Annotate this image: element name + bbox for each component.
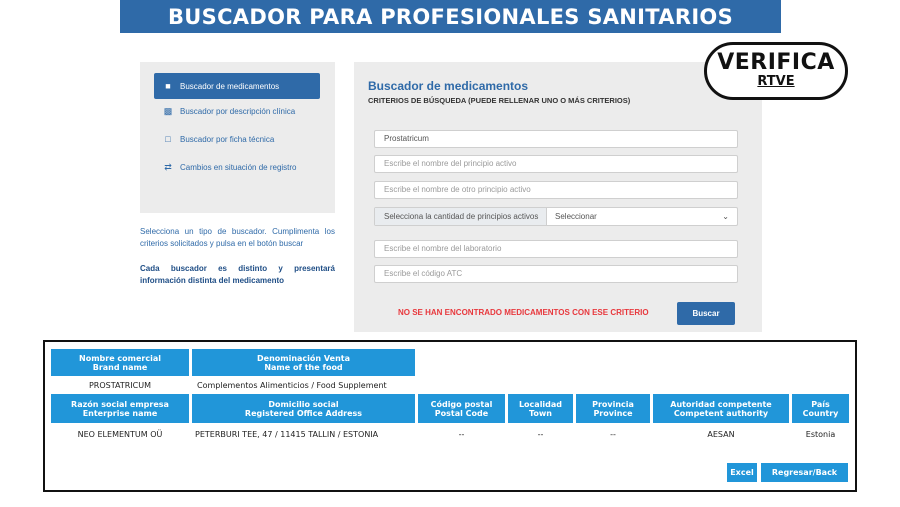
cell-food: Complementos Alimenticios / Food Supplement bbox=[197, 381, 387, 390]
header-en: Name of the food bbox=[264, 362, 343, 372]
medicine-name-input[interactable]: Prostatricum bbox=[374, 130, 738, 148]
header-es: Razón social empresa bbox=[71, 399, 169, 409]
header-en: Competent authority bbox=[673, 408, 769, 418]
swap-arrows-icon: ⇄ bbox=[164, 162, 172, 172]
document-icon: □ bbox=[165, 134, 171, 144]
header-es: Denominación Venta bbox=[257, 353, 350, 363]
header-en: Enterprise name bbox=[82, 408, 158, 418]
excel-button[interactable]: Excel bbox=[727, 463, 757, 482]
header-en: Registered Office Address bbox=[244, 408, 363, 418]
active-principle-input[interactable]: Escribe el nombre del principio activo bbox=[374, 155, 738, 173]
other-principle-input[interactable]: Escribe el nombre de otro principio activo bbox=[374, 181, 738, 199]
header-town bbox=[508, 394, 573, 423]
verifica-rtve-logo bbox=[704, 42, 848, 100]
header-en: Province bbox=[593, 408, 633, 418]
sidebar-item-label: Buscador por ficha técnica bbox=[180, 135, 275, 144]
header-es: Provincia bbox=[592, 399, 634, 409]
form-title: Buscador de medicamentos bbox=[368, 79, 529, 93]
header-province bbox=[576, 394, 650, 423]
header-es: Domicilio social bbox=[268, 399, 339, 409]
header-es: Autoridad competente bbox=[670, 399, 772, 409]
sidebar-item-medicamentos[interactable] bbox=[154, 73, 320, 99]
header-en: Brand name bbox=[92, 362, 148, 372]
logo-line2: RTVE bbox=[757, 74, 795, 89]
header-es: Código postal bbox=[430, 399, 493, 409]
search-type-sidebar bbox=[140, 62, 335, 213]
header-en: Country bbox=[802, 408, 839, 418]
principle-quantity-select[interactable] bbox=[374, 207, 738, 226]
header-postal-code bbox=[418, 394, 505, 423]
header-address bbox=[192, 394, 415, 423]
results-box bbox=[43, 340, 857, 492]
cell-country: Estonia bbox=[805, 430, 836, 439]
select-value[interactable] bbox=[547, 208, 737, 225]
sidebar-item-cambios-registro[interactable] bbox=[154, 160, 304, 175]
header-es: Nombre comercial bbox=[79, 353, 161, 363]
cell-town: -- bbox=[537, 430, 544, 439]
cell-authority: AESAN bbox=[707, 430, 735, 439]
header-en: Postal Code bbox=[434, 408, 489, 418]
header-food-name bbox=[192, 349, 415, 376]
cell-postal: -- bbox=[458, 430, 465, 439]
camera-icon: ■ bbox=[165, 80, 171, 91]
cell-address: PETERBURI TEE, 47 / 11415 TALLIN / ESTONIA bbox=[195, 430, 379, 439]
sidebar-item-descripcion-clinica[interactable] bbox=[154, 104, 320, 119]
header-es: Localidad bbox=[518, 399, 563, 409]
header-country bbox=[792, 394, 849, 423]
header-enterprise bbox=[51, 394, 189, 423]
select-label: Selecciona la cantidad de principios activos bbox=[375, 208, 547, 225]
header-es: País bbox=[811, 399, 830, 409]
header-brand-name bbox=[51, 349, 189, 376]
sidebar-item-label: Cambios en situación de registro bbox=[180, 163, 297, 172]
file-icon: ▩ bbox=[163, 106, 173, 116]
chevron-down-icon: ⌄ bbox=[722, 212, 729, 221]
sidebar-item-ficha-tecnica[interactable] bbox=[154, 132, 320, 147]
select-value-text: Seleccionar bbox=[555, 212, 597, 221]
sidebar-help-text: Selecciona un tipo de buscador. Cumplimenta los criterios solicitados y pulsa en el botón buscar bbox=[140, 227, 335, 248]
cell-enterprise: NEO ELEMENTUM OÜ bbox=[77, 430, 163, 439]
sidebar-item-label: Buscador de medicamentos bbox=[180, 81, 280, 91]
sidebar-item-label: Buscador por descripción clínica bbox=[180, 107, 296, 116]
cell-province: -- bbox=[610, 430, 616, 439]
header-authority bbox=[653, 394, 789, 423]
atc-code-input[interactable]: Escribe el código ATC bbox=[374, 265, 738, 283]
cell-brand: PROSTATRICUM bbox=[88, 381, 152, 390]
laboratory-input[interactable]: Escribe el nombre del laboratorio bbox=[374, 240, 738, 258]
form-subtitle: CRITERIOS DE BÚSQUEDA (PUEDE RELLENAR UNO O MÁS CRITERIOS) bbox=[368, 96, 631, 105]
page-banner-title: BUSCADOR PARA PROFESIONALES SANITARIOS bbox=[120, 0, 781, 33]
search-button[interactable]: Buscar bbox=[677, 302, 735, 325]
back-button[interactable]: Regresar/Back bbox=[761, 463, 848, 482]
logo-line1: VERIFICA bbox=[717, 50, 835, 75]
sidebar-help-note: Cada buscador es distinto y presentará información distinta del medicamento bbox=[140, 264, 335, 285]
no-results-message: NO SE HAN ENCONTRADO MEDICAMENTOS CON ESE CRITERIO bbox=[398, 308, 649, 317]
header-en: Town bbox=[529, 408, 552, 418]
